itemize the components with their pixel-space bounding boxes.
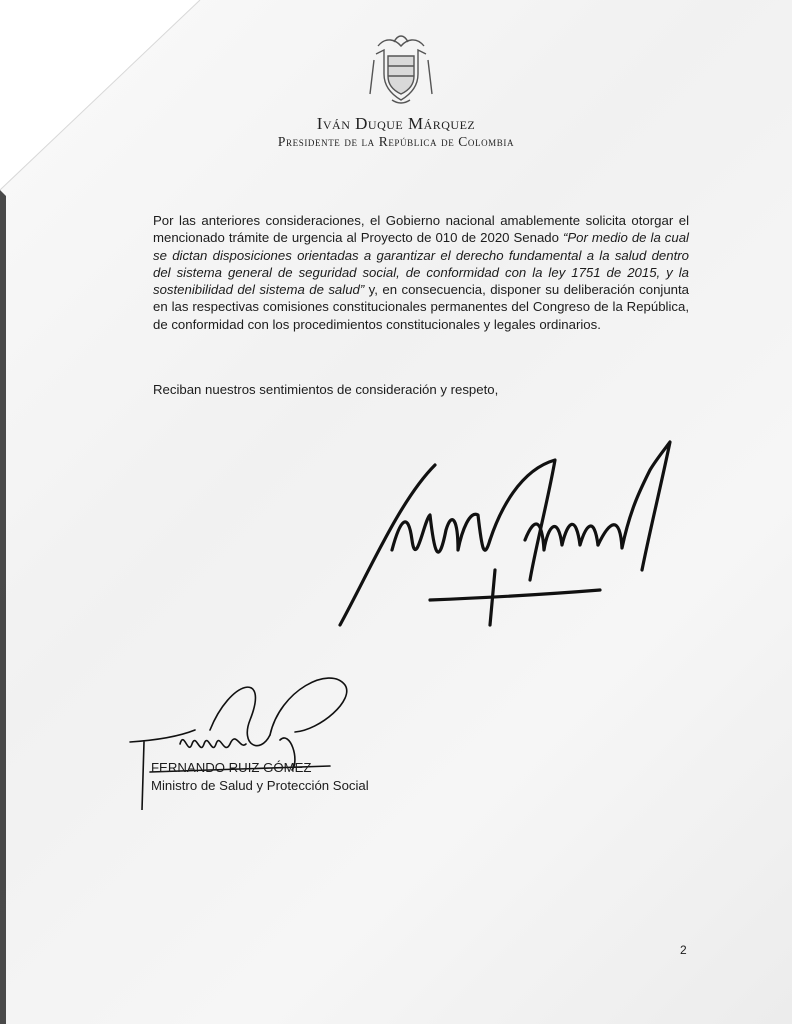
bill-title-italic: “Por medio de la cual se dictan disposiciones orientadas a garantizar el derecho fundamental a la salud dentro del sistema general de seguridad social, de conformidad con la ley 1751 de 2015, y la sostenibilidad del sistema de salud” [153, 230, 689, 298]
paragraph-text-end: y, en consecuencia, disponer su deliberación conjunta en las respectivas comisiones constitucionales permanentes del Congreso de la República, de conformidad con los procedimientos constitucionales y legales ordinarios. [153, 282, 689, 332]
president-title: Presidente de la República de Colombia [277, 134, 515, 149]
letter-paragraph [153, 212, 689, 333]
president-name: Iván Duque Márquez [316, 114, 476, 133]
paragraph-text-start: Por las anteriores consideraciones, el Gobierno nacional amablemente solicita otorgar el mencionado trámite de urgencia al Proyecto de 010 de 2020 Senado [153, 213, 689, 246]
closing-line: Reciban nuestros sentimientos de consideración y respeto, [153, 382, 499, 397]
minister-role: Ministro de Salud y Protección Social [151, 778, 369, 793]
page-number: 2 [680, 943, 687, 957]
coat-of-arms-icon [366, 34, 436, 108]
minister-name: FERNANDO RUIZ GÓMEZ [151, 760, 312, 775]
president-signature [330, 430, 690, 640]
